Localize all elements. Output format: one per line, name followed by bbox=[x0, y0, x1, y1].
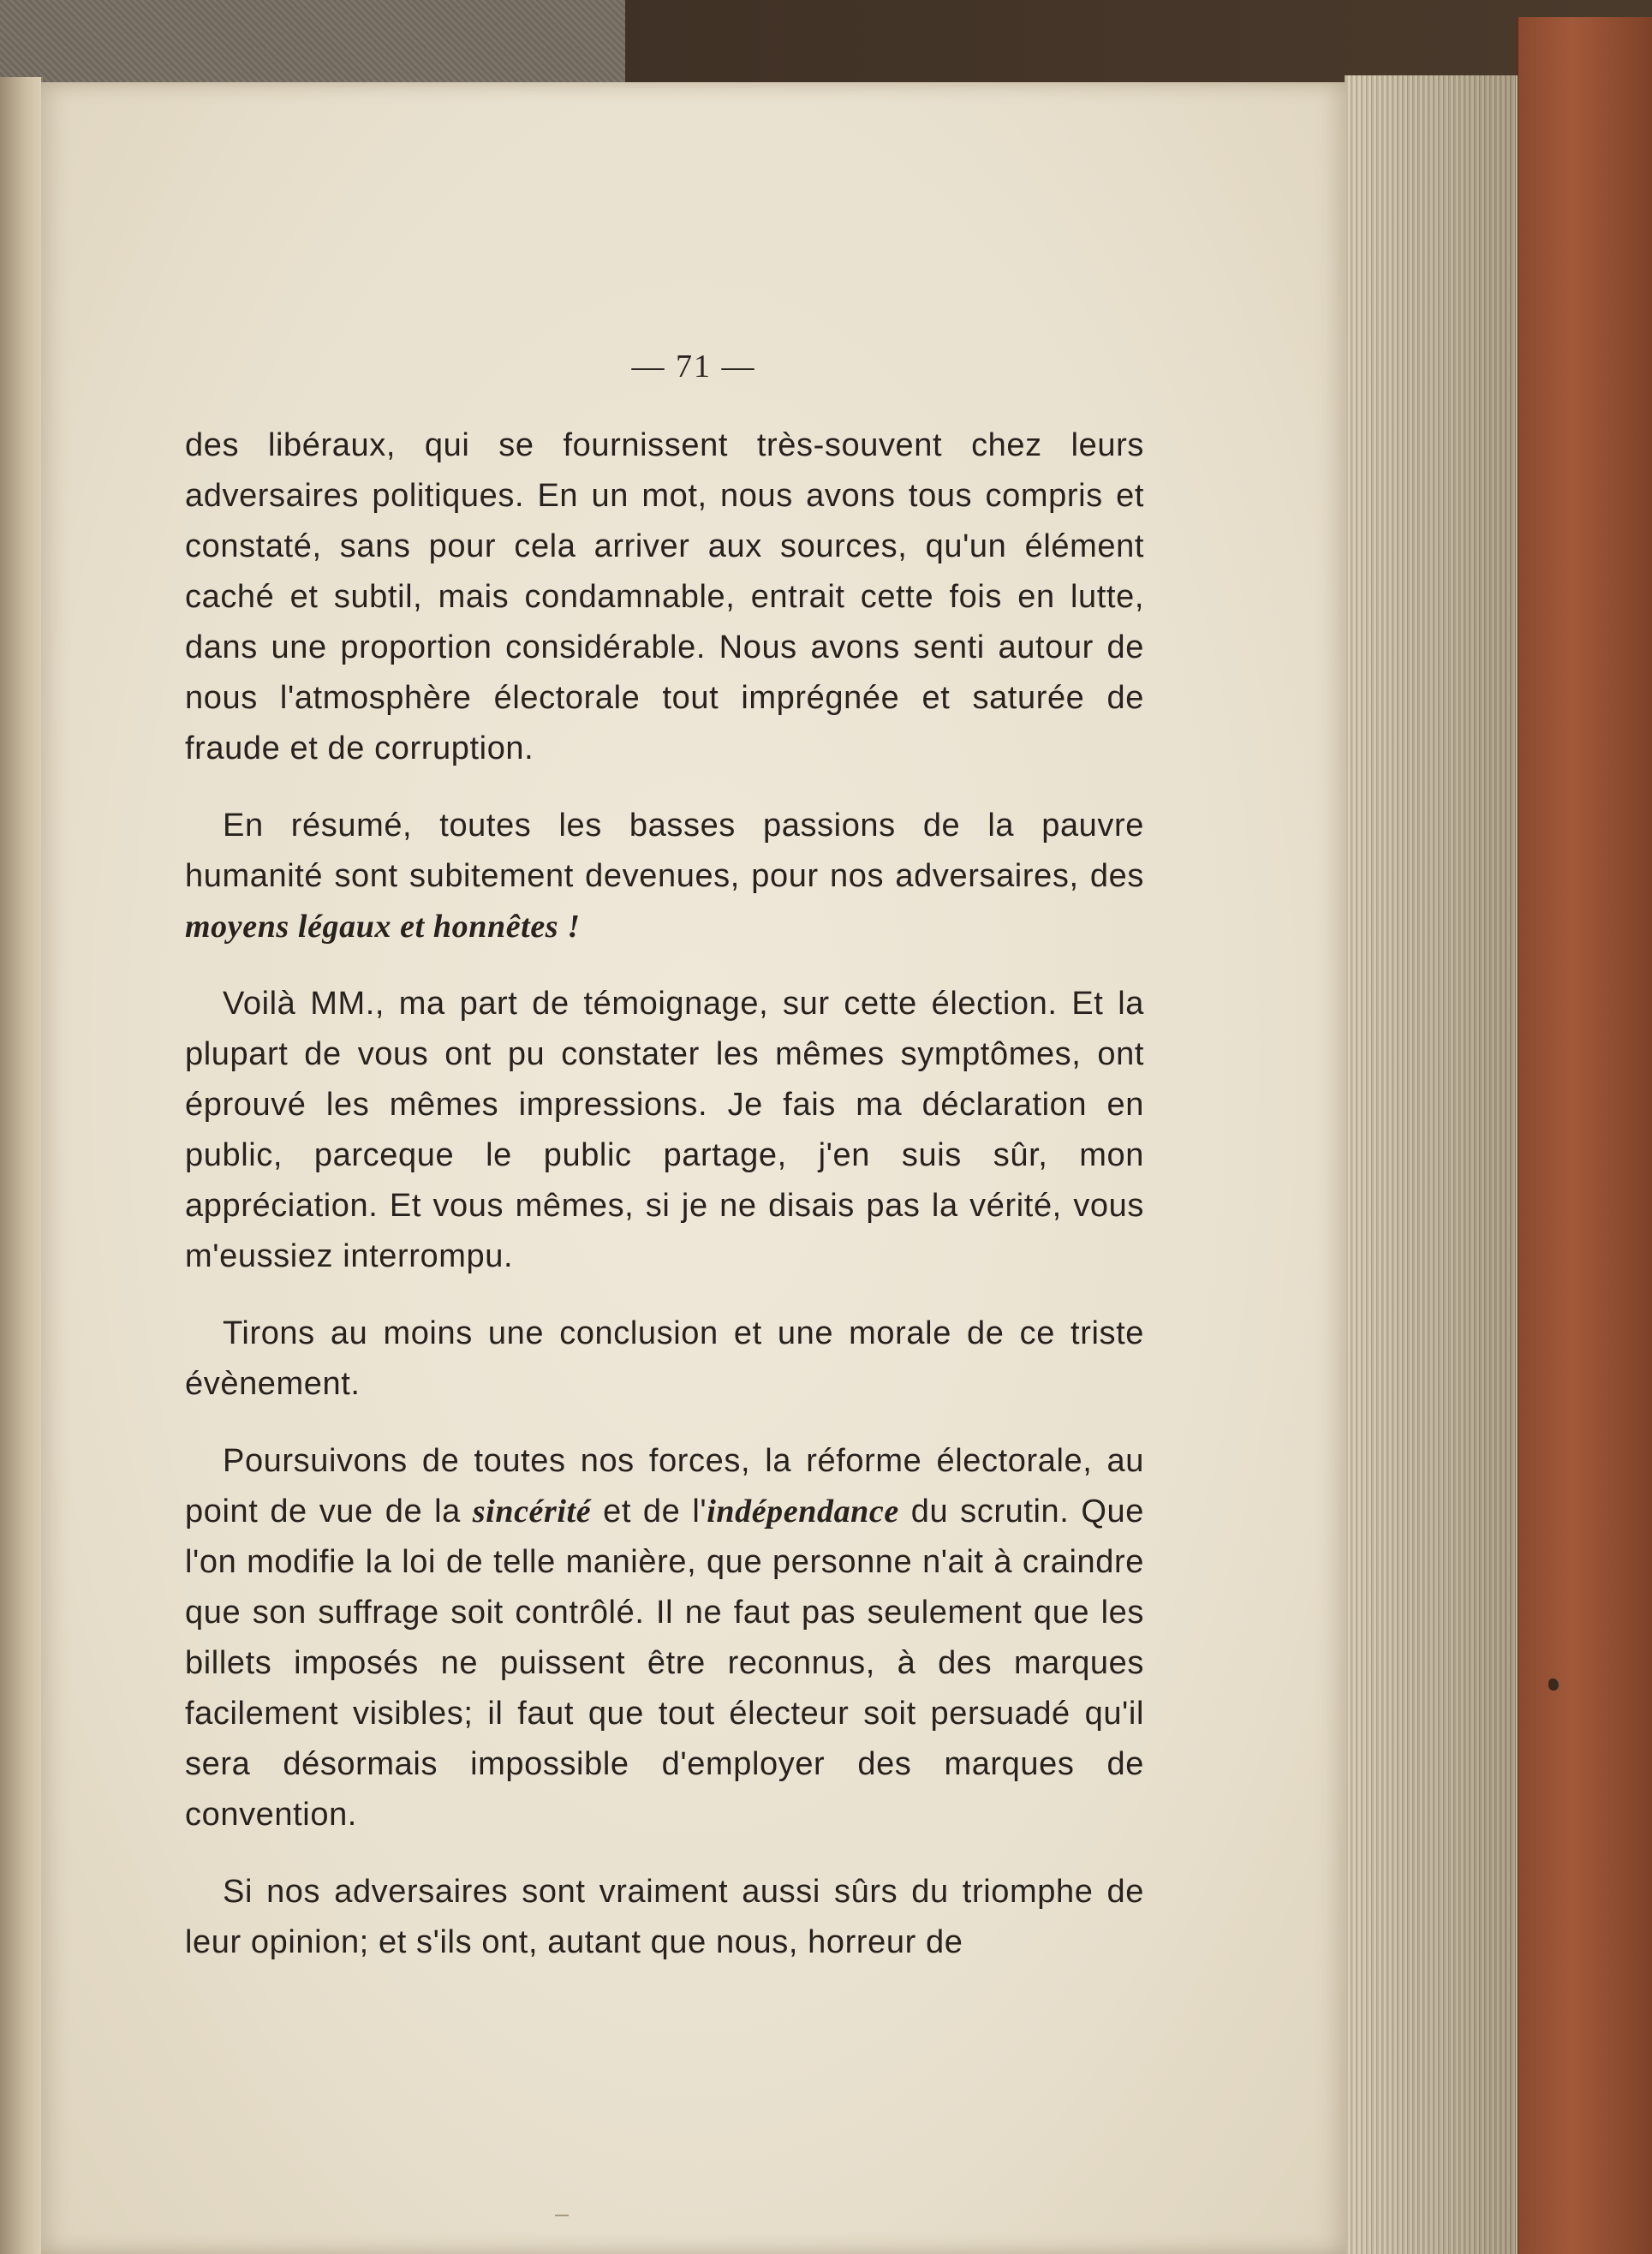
text-run: Voilà MM., ma part de témoignage, sur cette élection. Et la plupart de vous ont pu constater les mêmes symptômes, ont éprouvé les mêmes impressions. Je fais ma déclaration en public, parceque le public partage, j'en suis sûr, mon appréciation. Et vous mêmes, si je ne disais pas la vérité, vous m'eussiez interrompu. bbox=[185, 986, 1144, 1274]
page-fore-edge-shade bbox=[1345, 75, 1516, 2254]
text-run: En résumé, toutes les basses passions de la pauvre humanité sont subitement devenues, pour nos adversaires, des bbox=[185, 808, 1144, 894]
text-run: Si nos adversaires sont vraiment aussi sûrs du triomphe de leur opinion; et s'ils ont, autant que nous, horreur de bbox=[185, 1874, 1144, 1960]
italic-phrase: sincérité bbox=[472, 1494, 592, 1530]
book-cover-edge bbox=[1516, 17, 1652, 2254]
book-page bbox=[41, 82, 1346, 2254]
text-run: Poursuivons de toutes nos forces, la réforme électorale, au point de vue de la bbox=[185, 1443, 1144, 1530]
italic-phrase: indépendance bbox=[707, 1494, 899, 1530]
italic-phrase: moyens légaux et honnêtes ! bbox=[185, 909, 581, 945]
text-run: et de l' bbox=[591, 1494, 707, 1530]
page-number: — 71 — bbox=[631, 349, 756, 385]
text-run: Tirons au moins une conclusion et une morale de ce triste évènement. bbox=[185, 1315, 1144, 1402]
paragraph bbox=[185, 1436, 1144, 1840]
text-run: du scrutin. Que l'on modifie la loi de telle manière, que personne n'ait à craindre que son suffrage soit contrôlé. Il ne faut pas seulement que les billets imposés ne puissent être reconnus, à des marques facilement visibles; il faut que tout électeur soit persuadé qu'il sera désormais impossible d'employer des marques de convention. bbox=[185, 1494, 1144, 1833]
paragraph bbox=[185, 1309, 1144, 1410]
ink-speck bbox=[1548, 1679, 1559, 1690]
printer-mark bbox=[555, 2215, 569, 2216]
paragraph bbox=[185, 801, 1144, 952]
facing-page-edge bbox=[0, 77, 43, 2254]
cloth-spine bbox=[0, 0, 625, 82]
text-run: des libéraux, qui se fournissent très-souvent chez leurs adversaires politiques. En un mot, nous avons tous compris et constaté, sans pour cela arriver aux sources, qu'un élément caché et subtil, mais condamnable, entrait cette fois en lutte, dans une proportion considérable. Nous avons senti autour de nous l'atmosphère électorale tout imprégnée et saturée de fraude et de corruption. bbox=[185, 427, 1144, 766]
paragraph bbox=[185, 420, 1144, 774]
body-text bbox=[185, 420, 1144, 1995]
paragraph bbox=[185, 1867, 1144, 1968]
paragraph bbox=[185, 979, 1144, 1282]
